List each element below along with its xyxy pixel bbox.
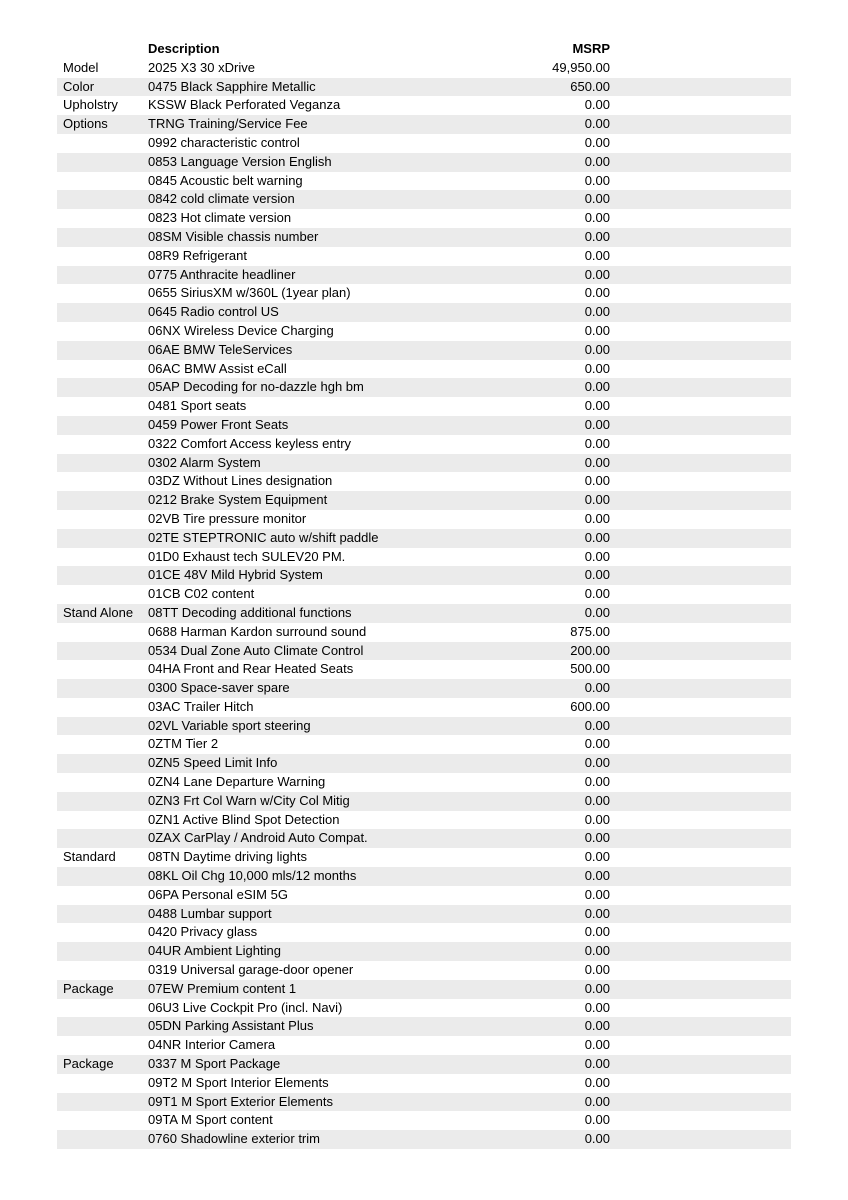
row-msrp: 0.00 (584, 905, 610, 921)
row-msrp: 0.00 (584, 172, 610, 188)
table-row (57, 660, 791, 679)
row-msrp: 0.00 (584, 1056, 610, 1072)
row-msrp: 0.00 (584, 285, 610, 301)
row-description: 04UR Ambient Lighting (148, 943, 281, 959)
row-description: 0760 Shadowline exterior trim (148, 1131, 320, 1147)
row-msrp: 0.00 (584, 529, 610, 545)
table-row (57, 1036, 791, 1055)
row-msrp: 0.00 (584, 210, 610, 226)
row-msrp: 0.00 (584, 1112, 610, 1128)
row-msrp: 200.00 (570, 642, 610, 658)
row-description: 03DZ Without Lines designation (148, 473, 333, 489)
table-row (57, 980, 791, 999)
table-row (57, 604, 791, 623)
row-msrp: 0.00 (584, 849, 610, 865)
table-row (57, 228, 791, 247)
table-row (57, 284, 791, 303)
row-description: 0655 SiriusXM w/360L (1year plan) (148, 285, 351, 301)
table-row (57, 209, 791, 228)
row-description: TRNG Training/Service Fee (148, 116, 308, 132)
row-msrp: 0.00 (584, 510, 610, 526)
table-row (57, 1055, 791, 1074)
row-description: 0ZN1 Active Blind Spot Detection (148, 811, 340, 827)
table-row (57, 510, 791, 529)
table-row (57, 623, 791, 642)
table-row (57, 115, 791, 134)
row-msrp: 875.00 (570, 623, 610, 639)
row-description: 08R9 Refrigerant (148, 247, 247, 263)
row-description: 05AP Decoding for no-dazzle hgh bm (148, 379, 364, 395)
row-msrp: 0.00 (584, 247, 610, 263)
row-msrp: 0.00 (584, 1131, 610, 1147)
table-row (57, 811, 791, 830)
table-row (57, 472, 791, 491)
row-description: 08TN Daytime driving lights (148, 849, 307, 865)
row-msrp: 0.00 (584, 398, 610, 414)
row-description: 0420 Privacy glass (148, 924, 258, 940)
row-msrp: 0.00 (584, 943, 610, 959)
table-row (57, 247, 791, 266)
table-row (57, 848, 791, 867)
table-row (57, 153, 791, 172)
row-description: 0ZTM Tier 2 (148, 736, 219, 752)
row-category: Options (63, 116, 108, 132)
row-msrp: 0.00 (584, 792, 610, 808)
row-description: 06NX Wireless Device Charging (148, 322, 334, 338)
row-description: 0337 M Sport Package (148, 1056, 281, 1072)
table-row (57, 792, 791, 811)
table-row (57, 435, 791, 454)
row-msrp: 0.00 (584, 473, 610, 489)
row-msrp: 0.00 (584, 116, 610, 132)
table-row (57, 190, 791, 209)
row-description: 03AC Trailer Hitch (148, 698, 254, 714)
row-msrp: 0.00 (584, 416, 610, 432)
header-msrp: MSRP (572, 41, 610, 56)
row-msrp: 0.00 (584, 886, 610, 902)
row-msrp: 650.00 (570, 78, 610, 94)
row-category: Upholstry (63, 97, 118, 113)
row-description: 08TT Decoding additional functions (148, 604, 352, 620)
row-msrp: 0.00 (584, 811, 610, 827)
row-msrp: 0.00 (584, 830, 610, 846)
row-description: 0475 Black Sapphire Metallic (148, 78, 316, 94)
row-description: 04NR Interior Camera (148, 1037, 276, 1053)
row-msrp: 0.00 (584, 717, 610, 733)
row-description: KSSW Black Perforated Veganza (148, 97, 341, 113)
table-row (57, 698, 791, 717)
table-row (57, 1111, 791, 1130)
row-description: 08SM Visible chassis number (148, 228, 319, 244)
row-msrp: 0.00 (584, 962, 610, 978)
row-description: 0488 Lumbar support (148, 905, 272, 921)
row-description: 0992 characteristic control (148, 134, 300, 150)
table-row (57, 942, 791, 961)
row-description: 07EW Premium content 1 (148, 980, 297, 996)
row-category: Color (63, 78, 95, 94)
row-description: 02VB Tire pressure monitor (148, 510, 307, 526)
row-msrp: 600.00 (570, 698, 610, 714)
table-row (57, 1130, 791, 1149)
row-description: 0ZAX CarPlay / Android Auto Compat. (148, 830, 368, 846)
vehicle-options-table (57, 40, 791, 1149)
row-description: 09TA M Sport content (148, 1112, 273, 1128)
row-description: 0823 Hot climate version (148, 210, 292, 226)
row-description: 06AE BMW TeleServices (148, 341, 293, 357)
row-description: 0688 Harman Kardon surround sound (148, 623, 367, 639)
row-msrp: 0.00 (584, 1018, 610, 1034)
row-msrp: 0.00 (584, 97, 610, 113)
row-msrp: 0.00 (584, 548, 610, 564)
row-msrp: 500.00 (570, 661, 610, 677)
row-msrp: 0.00 (584, 341, 610, 357)
row-description: 0ZN5 Speed Limit Info (148, 755, 278, 771)
row-msrp: 0.00 (584, 755, 610, 771)
table-row (57, 529, 791, 548)
table-body (57, 59, 791, 1149)
row-msrp: 0.00 (584, 586, 610, 602)
table-row (57, 303, 791, 322)
table-row (57, 566, 791, 585)
row-description: 0300 Space-saver spare (148, 680, 290, 696)
row-description: 06U3 Live Cockpit Pro (incl. Navi) (148, 999, 343, 1015)
row-msrp: 49,950.00 (552, 59, 610, 75)
table-row (57, 867, 791, 886)
header-description: Description (148, 41, 220, 56)
table-row (57, 548, 791, 567)
row-msrp: 0.00 (584, 1093, 610, 1109)
table-row (57, 134, 791, 153)
table-row (57, 735, 791, 754)
table-row (57, 905, 791, 924)
row-msrp: 0.00 (584, 774, 610, 790)
row-category: Standard (63, 849, 116, 865)
row-description: 0322 Comfort Access keyless entry (148, 435, 352, 451)
row-msrp: 0.00 (584, 134, 610, 150)
row-description: 0459 Power Front Seats (148, 416, 289, 432)
row-description: 0ZN4 Lane Departure Warning (148, 774, 326, 790)
row-category: Stand Alone (63, 604, 134, 620)
row-msrp: 0.00 (584, 604, 610, 620)
table-row (57, 717, 791, 736)
row-msrp: 0.00 (584, 228, 610, 244)
row-description: 2025 X3 30 xDrive (148, 59, 255, 75)
row-msrp: 0.00 (584, 567, 610, 583)
row-description: 0481 Sport seats (148, 398, 247, 414)
row-description: 0775 Anthracite headliner (148, 266, 296, 282)
table-row (57, 754, 791, 773)
row-msrp: 0.00 (584, 360, 610, 376)
row-description: 08KL Oil Chg 10,000 mls/12 months (148, 868, 357, 884)
table-row (57, 78, 791, 97)
table-row (57, 266, 791, 285)
row-msrp: 0.00 (584, 1037, 610, 1053)
row-msrp: 0.00 (584, 266, 610, 282)
row-msrp: 0.00 (584, 868, 610, 884)
row-description: 06PA Personal eSIM 5G (148, 886, 288, 902)
row-description: 09T2 M Sport Interior Elements (148, 1074, 329, 1090)
table-row (57, 961, 791, 980)
row-msrp: 0.00 (584, 304, 610, 320)
row-msrp: 0.00 (584, 980, 610, 996)
table-row (57, 1093, 791, 1112)
table-row (57, 397, 791, 416)
row-msrp: 0.00 (584, 153, 610, 169)
table-row (57, 829, 791, 848)
row-msrp: 0.00 (584, 1074, 610, 1090)
row-msrp: 0.00 (584, 191, 610, 207)
table-row (57, 491, 791, 510)
row-description: 0302 Alarm System (148, 454, 261, 470)
table-row (57, 360, 791, 379)
table-row (57, 172, 791, 191)
table-row (57, 923, 791, 942)
row-msrp: 0.00 (584, 736, 610, 752)
table-row (57, 1017, 791, 1036)
row-description: 0319 Universal garage-door opener (148, 962, 354, 978)
row-description: 0842 cold climate version (148, 191, 295, 207)
table-row (57, 416, 791, 435)
row-description: 0534 Dual Zone Auto Climate Control (148, 642, 364, 658)
table-row (57, 999, 791, 1018)
row-description: 0212 Brake System Equipment (148, 492, 328, 508)
row-msrp: 0.00 (584, 379, 610, 395)
row-description: 0ZN3 Frt Col Warn w/City Col Mitig (148, 792, 350, 808)
row-msrp: 0.00 (584, 680, 610, 696)
table-row (57, 886, 791, 905)
row-description: 01CE 48V Mild Hybrid System (148, 567, 323, 583)
table-row (57, 454, 791, 473)
row-msrp: 0.00 (584, 924, 610, 940)
row-description: 0853 Language Version English (148, 153, 332, 169)
row-description: 0645 Radio control US (148, 304, 279, 320)
table-row (57, 1074, 791, 1093)
table-row (57, 96, 791, 115)
table-row (57, 585, 791, 604)
row-msrp: 0.00 (584, 999, 610, 1015)
row-description: 02TE STEPTRONIC auto w/shift paddle (148, 529, 379, 545)
table-row (57, 378, 791, 397)
row-description: 06AC BMW Assist eCall (148, 360, 287, 376)
row-description: 04HA Front and Rear Heated Seats (148, 661, 354, 677)
table-row (57, 773, 791, 792)
row-category: Package (63, 1056, 114, 1072)
row-description: 02VL Variable sport steering (148, 717, 311, 733)
row-description: 09T1 M Sport Exterior Elements (148, 1093, 333, 1109)
row-msrp: 0.00 (584, 492, 610, 508)
row-description: 01CB C02 content (148, 586, 255, 602)
table-row (57, 322, 791, 341)
row-description: 05DN Parking Assistant Plus (148, 1018, 314, 1034)
row-msrp: 0.00 (584, 435, 610, 451)
row-msrp: 0.00 (584, 454, 610, 470)
row-category: Model (63, 59, 99, 75)
row-category: Package (63, 980, 114, 996)
row-msrp: 0.00 (584, 322, 610, 338)
table-row (57, 59, 791, 78)
table-row (57, 341, 791, 360)
table-header-row (57, 40, 791, 59)
table-row (57, 642, 791, 661)
table-row (57, 679, 791, 698)
row-description: 0845 Acoustic belt warning (148, 172, 303, 188)
row-description: 01D0 Exhaust tech SULEV20 PM. (148, 548, 346, 564)
